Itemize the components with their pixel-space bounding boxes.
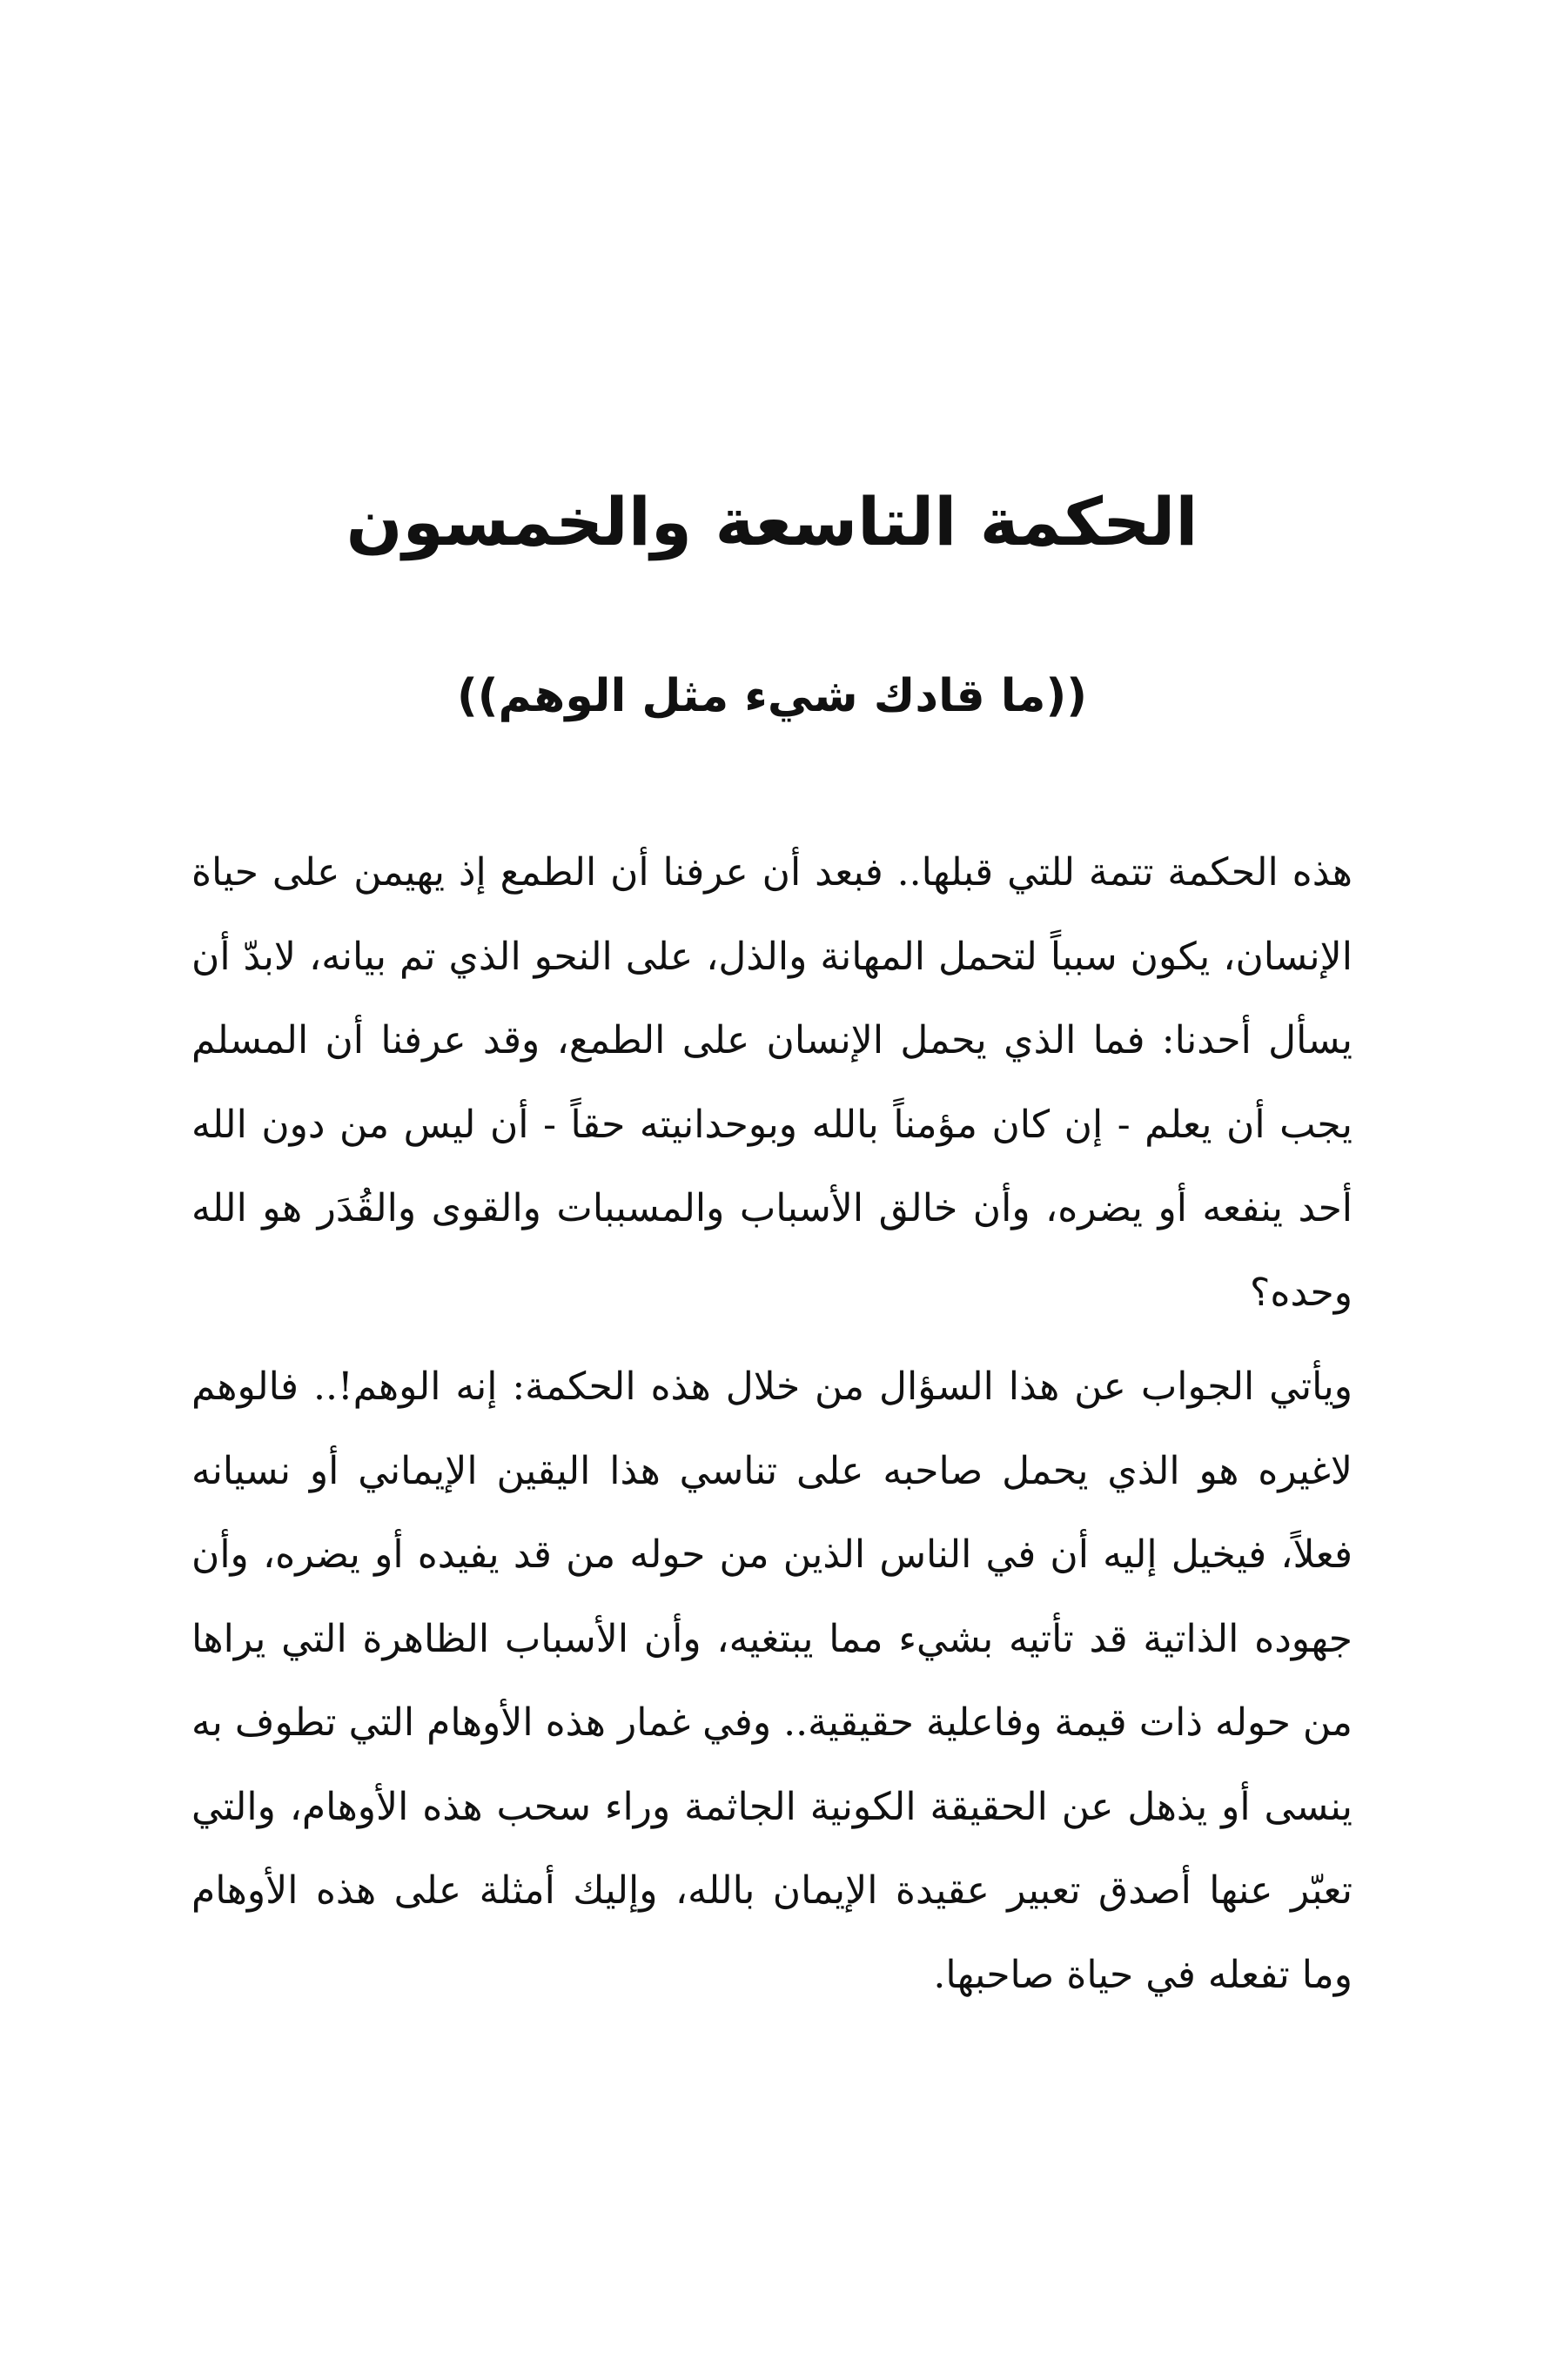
- body-text: [191, 831, 1353, 2017]
- chapter-title: الحكمة التاسعة والخمسون: [346, 483, 1198, 560]
- paragraph-1: هذه الحكمة تتمة للتي قبلها.. فبعد أن عرفنا أن الطمع إذ يهيمن على حياة الإنسان، يكون سبباً لتحمل المهانة والذل، على النحو الذي تم بيانه، لابدّ أن يسأل أحدنا: فما الذي يحمل الإنسان على الطمع، وقد عرفنا أن المسلم يجب أن يعلم - إن كان مؤمناً بالله وبوحدانيته حقاً - أن ليس من دون الله أحد ينفعه أو يضره، وأن خالق الأسباب والمسببات والقوى والقُدَر هو الله وحده؟: [191, 850, 1353, 1315]
- chapter-subtitle: ((ما قادك شيء مثل الوهم)): [456, 670, 1088, 722]
- paragraph-2: ويأتي الجواب عن هذا السؤال من خلال هذه الحكمة: إنه الوهم!.. فالوهم لاغيره هو الذي يحمل صاحبه على تناسي هذا اليقين الإيماني أو نسيانه فعلاً، فيخيل إليه أن في الناس الذين من حوله من قد يفيده أو يضره، وأن جهوده الذاتية قد تأتيه بشيء مما يبتغيه، وأن الأسباب الظاهرة التي يراها من حوله ذات قيمة وفاعلية حقيقية.. وفي غمار هذه الأوهام التي تطوف به ينسى أو يذهل عن الحقيقة الكونية الجاثمة وراء سحب هذه الأوهام، والتي تعبّر عنها أصدق تعبير عقيدة الإيمان بالله، وإليك أمثلة على هذه الأوهام وما تفعله في حياة صاحبها.: [191, 1364, 1353, 1997]
